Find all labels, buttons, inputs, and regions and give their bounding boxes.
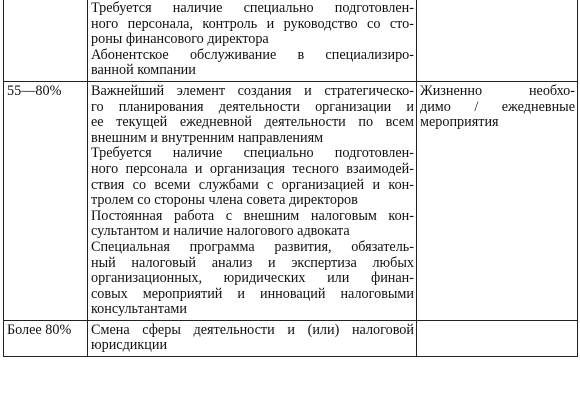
text-line: Жизненно необхо-: [420, 82, 575, 99]
text-line: ного персонала, контроль и руководство со сто-: [91, 15, 414, 32]
description-cell: [88, 0, 417, 81]
table-row: [4, 81, 578, 320]
frequency-cell: [417, 320, 578, 356]
level-cell: [4, 0, 88, 81]
text-line: Важнейший элемент создания и стратегическо-: [91, 82, 414, 99]
level-cell: [4, 81, 88, 320]
description-cell: [88, 81, 417, 320]
text-line: Специальная программа развития, обязатель-: [91, 238, 414, 255]
text-line: ствия со всеми службами с организацией и кон-: [91, 176, 414, 193]
description-paragraph: [91, 240, 414, 318]
tax-planning-table: [3, 0, 578, 357]
text-line: консультантами: [91, 301, 187, 318]
text-line: организационных, юридических или финан-: [91, 270, 414, 287]
level-text: Более 80%: [7, 321, 72, 338]
frequency-note: [420, 84, 575, 131]
text-line: го планирования деятельности организации и: [91, 98, 414, 115]
text-line: ванной компании: [91, 62, 196, 79]
text-line: роны финансового директора: [91, 31, 269, 48]
text-line: Абонентское обслуживание в специализиро-: [91, 46, 414, 63]
text-line: Постоянная работа с внешним налоговым кон-: [91, 207, 414, 224]
text-line: внешним и внутренним направлениям: [91, 129, 324, 146]
table-body: [4, 0, 578, 357]
description-paragraph: [91, 323, 414, 354]
text-line: ее текущей ежедневной деятельности по всем: [91, 114, 414, 131]
table-row: [4, 0, 578, 81]
text-line: димо / ежедневные: [420, 98, 575, 115]
text-line: мероприятия: [420, 114, 499, 131]
frequency-cell: [417, 0, 578, 81]
description-paragraph: [91, 209, 414, 240]
description-paragraph: [91, 146, 414, 208]
level-text: 55—80%: [7, 82, 62, 99]
text-line: юрисдикции: [91, 337, 168, 354]
text-line: Требуется наличие специально подготовлен-: [91, 145, 414, 162]
description-paragraph: [91, 84, 414, 146]
text-line: совых мероприятий и инноваций налоговыми: [91, 285, 414, 302]
text-line: Требуется наличие специально подготовлен-: [91, 0, 414, 16]
text-line: Смена сферы деятельности и (или) налоговой: [91, 321, 414, 338]
text-line: ного персонала и организация тесного взаимодей-: [91, 160, 414, 177]
level-cell: [4, 320, 88, 356]
table-row: [4, 320, 578, 356]
text-line: сультантом и наличие налогового адвоката: [91, 223, 350, 240]
text-line: тролем со стороны члена совета директоров: [91, 192, 358, 209]
description-paragraph: [91, 48, 414, 79]
description-cell: [88, 320, 417, 356]
frequency-cell: [417, 81, 578, 320]
text-line: ный налоговый анализ и экспертиза любых: [91, 254, 414, 271]
description-paragraph: [91, 1, 414, 48]
